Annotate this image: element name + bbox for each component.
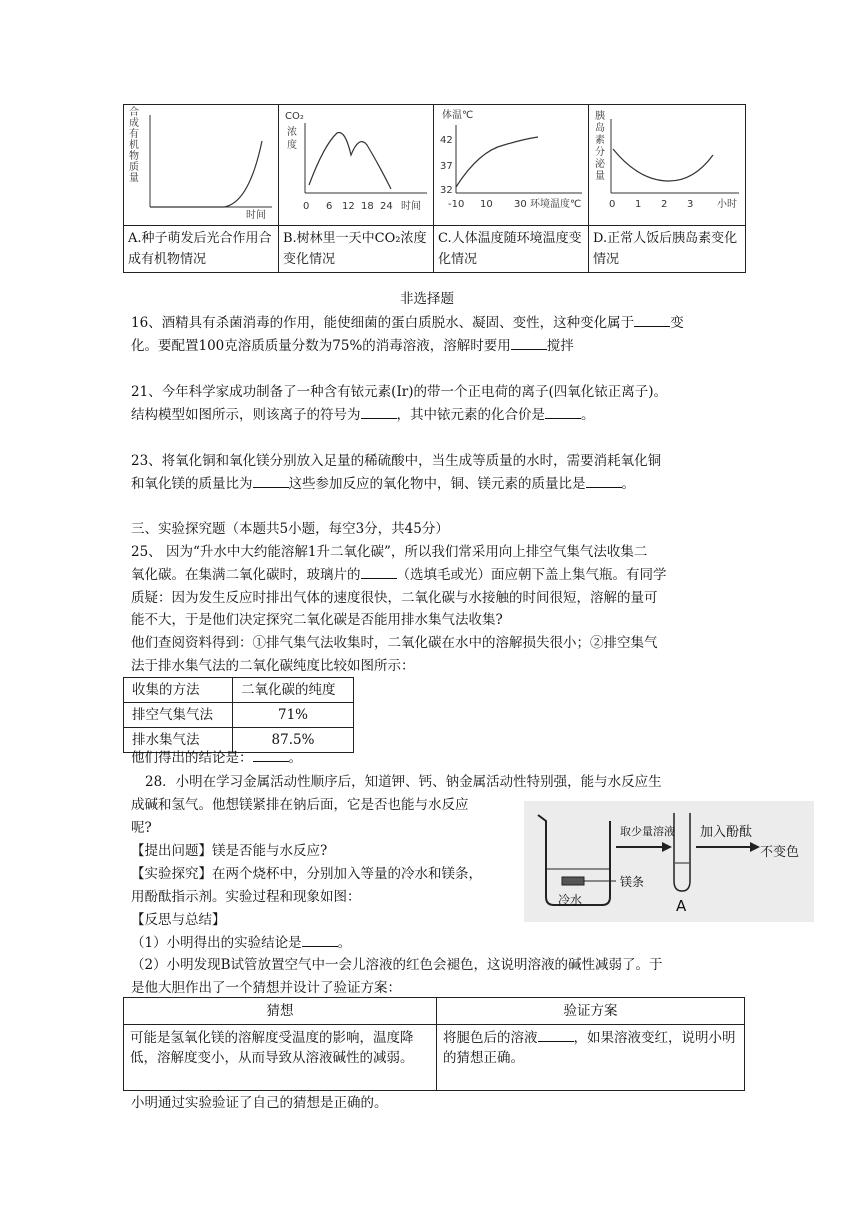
graph-d-xtick: 0 (609, 199, 616, 210)
answer-blank[interactable] (361, 566, 397, 579)
option-c-caption: C.人体温度随环境温度变化情况 (434, 226, 589, 273)
graph-a-ylabel: 合成有机物质量 (129, 107, 139, 184)
purity-table (123, 677, 354, 753)
q25-line3: 质疑：因为发生反应时排出气体的速度很快，二氧化碳与水接触的时间很短，溶解的量可 (131, 590, 658, 606)
q25-conclusion (131, 748, 302, 768)
q16-text: 搅拌 (546, 338, 574, 354)
answer-blank[interactable] (253, 475, 289, 488)
q28-line4: 【提出问题】镁是否能与水反应? (131, 843, 328, 859)
option-b-caption: B.树林里一天中CO₂浓度变化情况 (279, 226, 434, 273)
table-cell: 87.5% (233, 728, 354, 753)
table-header: 二氧化碳的纯度 (233, 678, 354, 703)
q25-text: 他们得出的结论是： (131, 750, 253, 766)
q25-line2 (131, 565, 667, 585)
answer-blank[interactable] (302, 934, 338, 947)
graph-a (124, 105, 278, 221)
graph-c-cell (434, 105, 589, 226)
q28-last: 小明通过实验验证了自己的猜想是正确的。 (131, 1095, 388, 1111)
q28-line10: 是他大胆作出了一个猜想并设计了验证方案： (131, 980, 401, 996)
graph-c-ytick: 37 (440, 161, 453, 172)
answer-blank[interactable] (545, 406, 581, 419)
figure-label: 加入酚酞 (700, 825, 753, 840)
graph-c-ylabel: 体温℃ (442, 110, 474, 121)
graph-options-table (123, 104, 746, 273)
graph-a-cell (124, 105, 279, 226)
table-cell: 排水集气法 (124, 728, 233, 753)
table-cell (437, 1025, 745, 1091)
q28-line2: 成碱和氢气。他想镁紧排在钠后面，它是否也能与水反应 (131, 797, 469, 813)
graph-c-xtick: 30 (514, 199, 527, 210)
q23-text: 这些参加反应的氧化物中，铜、镁元素的质量比是 (288, 476, 586, 492)
q25-line6: 法于排水集气法的二氧化碳纯度比较如图所示： (131, 658, 415, 674)
graph-d-xtick: 3 (687, 199, 694, 210)
answer-blank[interactable] (586, 475, 622, 488)
q28-text: ，如果溶液变红，说明小明的猜想正确。 (443, 1030, 736, 1066)
graph-b-xtick: 18 (361, 201, 374, 212)
answer-blank[interactable] (538, 1029, 574, 1042)
q25-line1: 25、 因为“升水中大约能溶解1升二氧化碳”，所以我们常采用向上排空气集气法收集二 (131, 544, 648, 560)
experiment-figure (524, 801, 814, 922)
graph-b-xtick: 24 (380, 201, 393, 212)
graph-b-cell (279, 105, 434, 226)
graph-d-ylabel: 胰岛素分泌量 (595, 111, 605, 182)
hypothesis-table (123, 997, 745, 1091)
graph-d-xlabel: 小时 (717, 199, 737, 210)
option-d-caption: D.正常人饭后胰岛素变化情况 (589, 226, 746, 273)
table-row (124, 703, 354, 728)
graph-d-xtick: 1 (635, 199, 642, 210)
q21-text: ，其中铱元素的化合价是 (396, 407, 545, 423)
q16-text: 16、酒精具有杀菌消毒的作用，能使细菌的蛋白质脱水、凝固、变性，这种变化属于 (131, 315, 635, 331)
graph-c-xtick: 10 (480, 199, 493, 210)
table-header: 验证方案 (437, 998, 745, 1025)
graph-d-xtick: 2 (661, 199, 668, 210)
graph-b (279, 105, 433, 221)
figure-label: 不变色 (760, 845, 800, 860)
figure-label: 取少量溶液 (620, 825, 675, 838)
q28-line6: 用酚酞指示剂。实验过程和现象如图： (131, 889, 361, 905)
q25-line5: 他们查阅资料得到：①排气集气法收集时，二氧化碳在水中的溶解损失很小；②排空集气 (131, 635, 658, 651)
graph-b-xlabel: 时间 (401, 201, 421, 212)
answer-blank[interactable] (511, 337, 547, 350)
option-a-caption: A.种子萌发后光合作用合成有机物情况 (124, 226, 279, 273)
graph-d-cell (589, 105, 746, 226)
table-cell: 71% (233, 703, 354, 728)
graph-b-xtick: 6 (326, 201, 333, 212)
figure-label: 镁条 (620, 875, 645, 889)
answer-blank[interactable] (253, 749, 289, 762)
table-row (124, 1025, 745, 1091)
graph-b-ylabel-top: CO₂ (285, 111, 304, 122)
answer-blank[interactable] (361, 406, 397, 419)
graph-b-xtick: 12 (342, 201, 355, 212)
graph-c-ytick: 42 (440, 135, 453, 146)
q28-text: 。 (337, 935, 352, 951)
q25-line4: 能不大，于是他们决定探究二氧化碳是否能用排水集气法收集? (131, 612, 503, 628)
graph-b-ylabel: 浓度 (287, 127, 297, 151)
q23-line1: 23、将氧化铜和氧化镁分别放入足量的稀硫酸中，当生成等质量的水时，需要消耗氧化铜 (131, 453, 662, 469)
figure-label: A (676, 897, 687, 915)
table-header: 猜想 (124, 998, 437, 1025)
q25-text: 。 (288, 750, 302, 766)
q16-text: 化。要配置100克溶质质量分数为75%的消毒溶液，溶解时要用 (131, 338, 511, 354)
graph-c-xlabel: 环境温度℃ (530, 199, 582, 210)
q25-text: 氧化碳。在集满二氧化碳时，玻璃片的 (131, 567, 361, 583)
figure-label: 冷水 (558, 893, 583, 907)
q23-text: 和氧化镁的质量比为 (131, 476, 253, 492)
q25-text: （选填毛或光）面应朝下盖上集气瓶。有同学 (396, 567, 667, 583)
graph-a-xlabel: 时间 (246, 210, 266, 221)
q28-line3: 呢? (131, 820, 152, 836)
q28-line5: 【实验探究】在两个烧杯中，分别加入等量的冷水和镁条， (131, 866, 482, 882)
q28-line1: 28．小明在学习金属活动性顺序后，知道钾、钙、钠金属活动性特别强，能与水反应生 (145, 774, 662, 790)
q28-text: （1）小明得出的实验结论是 (131, 935, 302, 951)
q23-text: 。 (621, 476, 635, 492)
q21-line2 (131, 405, 595, 425)
q28-line7: 【反思与总结】 (131, 912, 226, 928)
graph-b-xtick: 0 (303, 201, 310, 212)
q21-text: 。 (581, 407, 595, 423)
q16-text: 变 (670, 315, 684, 331)
graph-c (434, 105, 588, 221)
q16-line1 (131, 313, 684, 333)
q28-line8 (131, 933, 351, 953)
graph-c-ytick: 32 (440, 185, 453, 196)
q23-line2 (131, 474, 635, 494)
table-header: 收集的方法 (124, 678, 233, 703)
q21-text: 结构模型如图所示，则该离子的符号为 (131, 407, 361, 423)
graph-c-xtick: -10 (448, 199, 465, 210)
q28-line9: （2）小明发现B试管放置空气中一会儿溶液的红色会褪色，这说明溶液的碱性减弱了。于 (131, 957, 663, 973)
q21-line1: 21、今年科学家成功制备了一种含有铱元素(Ir)的带一个正电荷的离子(四氧化铱正离子)。 (131, 384, 668, 400)
table-cell: 可能是氢氧化镁的溶解度受温度的影响，温度降低，溶解度变小，从而导致从溶液碱性的减弱。 (124, 1025, 437, 1091)
answer-blank[interactable] (634, 314, 670, 327)
section-title: 非选择题 (400, 291, 454, 307)
graph-d (589, 105, 745, 221)
q16-line2 (131, 336, 574, 356)
table-cell: 排空气集气法 (124, 703, 233, 728)
part3-title: 三、实验探究题（本题共5小题，每空3分，共45分） (131, 521, 449, 537)
q28-text: 将腿色后的溶液 (443, 1030, 538, 1046)
